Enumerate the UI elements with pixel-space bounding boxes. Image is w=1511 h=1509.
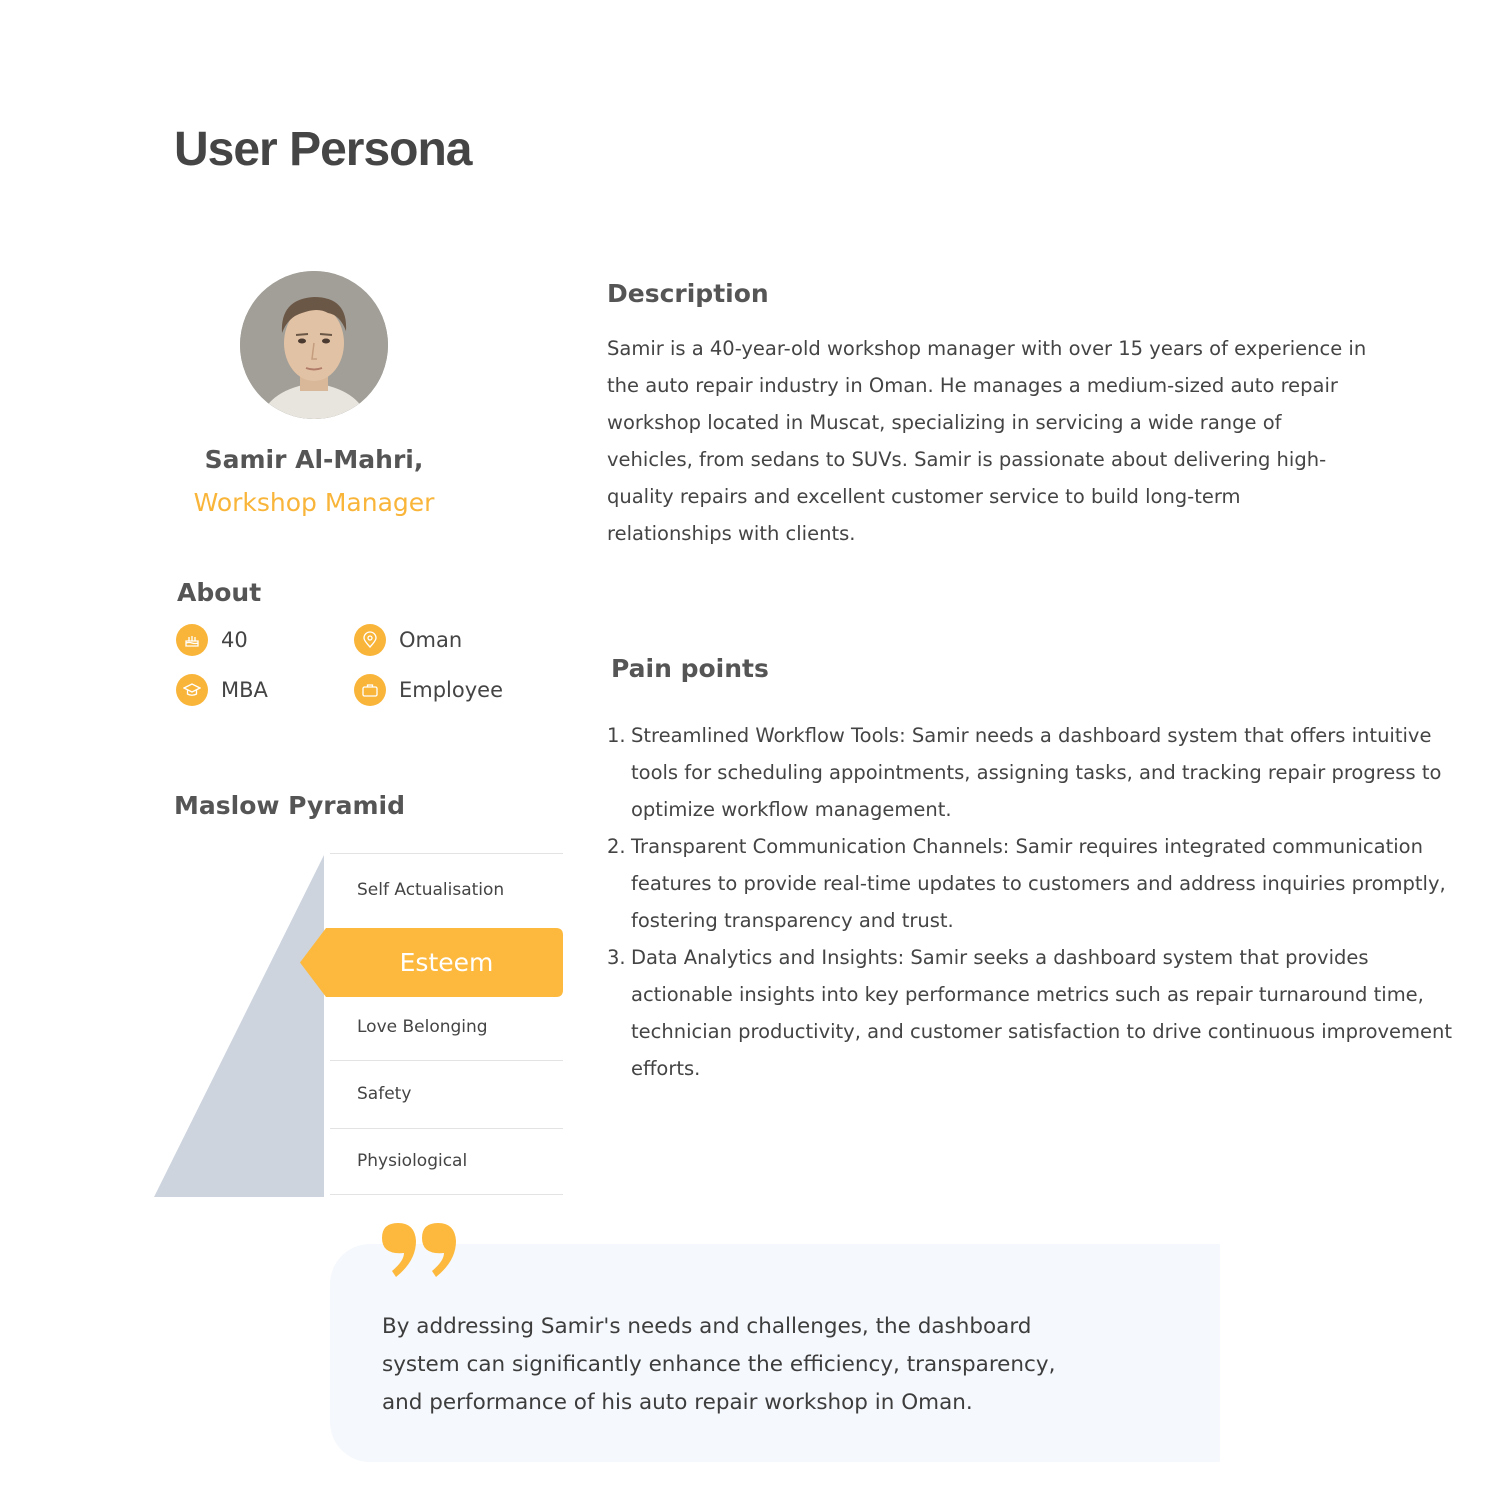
about-item-age bbox=[176, 624, 248, 656]
pain-point-item bbox=[607, 717, 1457, 828]
pain-point-number: 2. bbox=[607, 835, 626, 858]
pyramid-divider bbox=[330, 853, 563, 854]
pyramid-divider bbox=[330, 1194, 563, 1195]
cake-icon bbox=[176, 624, 208, 656]
maslow-heading: Maslow Pyramid bbox=[174, 791, 405, 820]
pyramid-level-esteem-active bbox=[300, 928, 563, 997]
pain-points-list bbox=[607, 717, 1457, 1087]
about-occupation: Employee bbox=[399, 678, 504, 702]
pyramid-shape bbox=[154, 855, 326, 1198]
pain-point-item bbox=[607, 828, 1457, 939]
about-item-location bbox=[354, 624, 462, 656]
pain-point-text: Transparent Communication Channels: Samir requires integrated communication features to provide real-time updates to customers and address inquiries promptly, fostering transparency and trust. bbox=[631, 835, 1446, 932]
pyramid-level-love-belonging: Love Belonging bbox=[357, 1017, 488, 1037]
pyramid-level-safety: Safety bbox=[357, 1084, 412, 1104]
pain-point-number: 1. bbox=[607, 724, 626, 747]
pyramid-level-self-actualisation: Self Actualisation bbox=[357, 880, 505, 900]
about-item-occupation bbox=[354, 674, 503, 706]
about-heading: About bbox=[177, 578, 262, 607]
pyramid-level-physiological: Physiological bbox=[357, 1151, 468, 1171]
pain-point-number: 3. bbox=[607, 946, 626, 969]
pain-point-text: Data Analytics and Insights: Samir seeks a dashboard system that provides actionable insights into key performance metrics such as repair turnaround time, technician productivity, and customer satisfaction to drive continuous improvement efforts. bbox=[631, 946, 1453, 1080]
persona-role: Workshop Manager bbox=[193, 488, 435, 517]
pain-point-text: Streamlined Workflow Tools: Samir needs a dashboard system that offers intuitive tools for scheduling appointments, assigning tasks, and tracking repair progress to optimize workflow management. bbox=[631, 724, 1442, 821]
pain-points-heading: Pain points bbox=[611, 654, 769, 683]
avatar bbox=[240, 271, 388, 419]
pain-point-item bbox=[607, 939, 1457, 1087]
persona-name: Samir Al-Mahri, bbox=[204, 445, 424, 474]
page-title: User Persona bbox=[174, 123, 472, 176]
description-heading: Description bbox=[607, 279, 769, 308]
graduation-cap-icon bbox=[176, 674, 208, 706]
location-pin-icon bbox=[354, 624, 386, 656]
about-education: MBA bbox=[221, 678, 268, 702]
about-age: 40 bbox=[221, 628, 248, 652]
about-item-education bbox=[176, 674, 268, 706]
description-text: Samir is a 40-year-old workshop manager with over 15 years of experience in the auto repair industry in Oman. He manages a medium-sized auto repair workshop located in Muscat, specializing in servicing a wide range of vehicles, from sedans to SUVs. Samir is passionate about delivering high-quality repairs and excellent customer service to build long-term relationships with clients. bbox=[607, 337, 1367, 545]
briefcase-icon bbox=[354, 674, 386, 706]
quote-icon bbox=[380, 1223, 460, 1279]
quote-text: By addressing Samir's needs and challenges, the dashboard system can significantly enhance the efficiency, transparency, and performance of his auto repair workshop in Oman. bbox=[382, 1314, 1056, 1415]
about-location: Oman bbox=[399, 628, 463, 652]
pyramid-level-esteem: Esteem bbox=[399, 948, 494, 977]
